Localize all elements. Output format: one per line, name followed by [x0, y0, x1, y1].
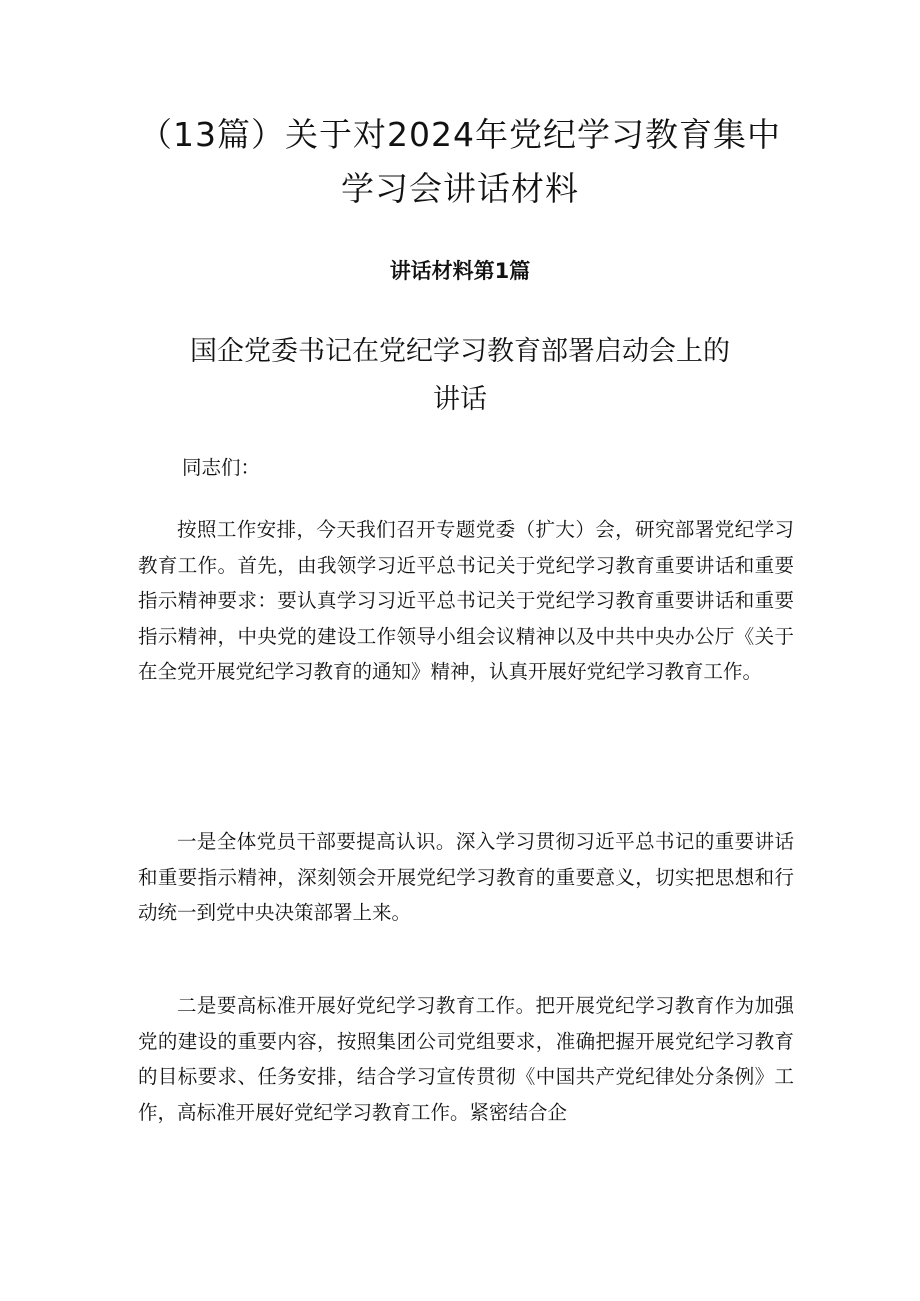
part-label: 讲话材料第1篇	[389, 259, 531, 283]
body-paragraph: 二是要高标准开展好党纪学习教育工作。把开展党纪学习教育作为加强党的建设的重要内容，按照集团公司党组要求，准确把握开展党纪学习教育的目标要求、任务安排，结合学习宣传贯彻《中国共产党纪律处分条例》工作，高标准开展好党纪学习教育工作。紧密结合企	[138, 994, 794, 1124]
speech-title-line-2: 讲话	[433, 384, 487, 415]
body-paragraph: 按照工作安排，今天我们召开专题党委（扩大）会，研究部署党纪学习教育工作。首先，由我领学习近平总书记关于党纪学习教育重要讲话和重要指示精神要求：要认真学习习近平总书记关于党纪学习教育重要讲话和重要指示精神，中央党的建设工作领导小组会议精神以及中共中央办公厅《关于在全党开展党纪学习教育的通知》精神，认真开展好党纪学习教育工作。	[138, 518, 794, 683]
body-paragraph: 一是全体党员干部要提高认识。深入学习贯彻习近平总书记的重要讲话和重要指示精神，深刻领会开展党纪学习教育的重要意义，切实把思想和行动统一到党中央决策部署上来。	[138, 830, 794, 924]
document-title-line-2: 学习会讲话材料	[341, 169, 579, 208]
document-title	[120, 108, 800, 216]
document-title-line-1: （13篇）关于对2024年党纪学习教育集中	[139, 115, 781, 154]
speech-title-line-1: 国企党委书记在党纪学习教育部署启动会上的	[190, 336, 730, 367]
speech-title	[150, 328, 770, 424]
salutation: 同志们：	[182, 456, 261, 479]
